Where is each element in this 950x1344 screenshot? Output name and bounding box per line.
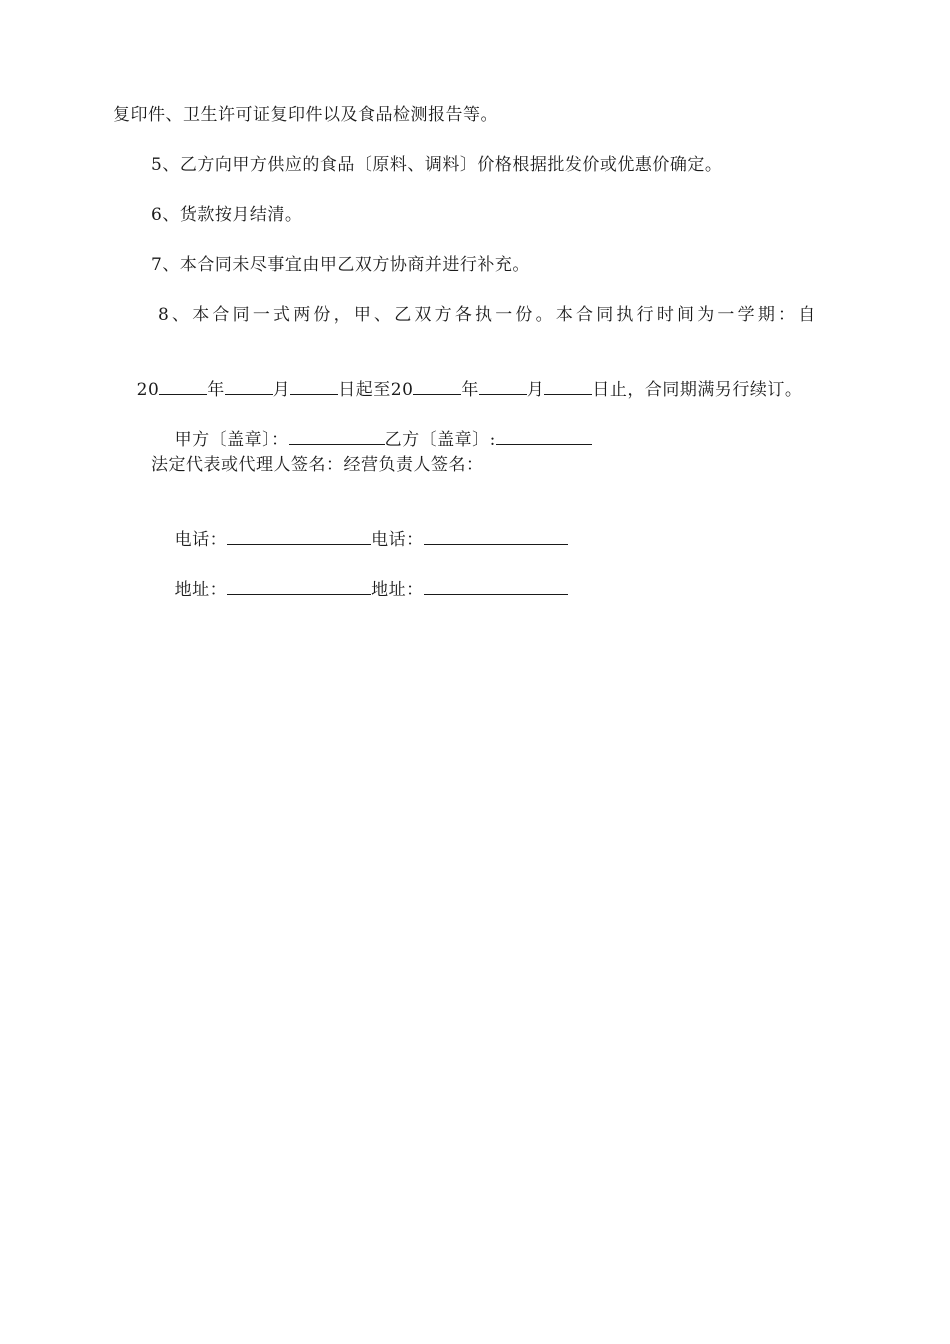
- clause-7: 7、本合同未尽事宜由甲乙双方协商并进行补充。: [151, 255, 530, 275]
- end-day-blank[interactable]: [544, 377, 592, 395]
- year-label-start: 年: [207, 380, 225, 400]
- day-label-start-to: 日起至20: [338, 380, 414, 400]
- party-b-seal-label: 乙方〔盖章〕:: [384, 430, 496, 450]
- clause-5: 5、乙方向甲方供应的食品〔原料、调料〕价格根据批发价或优惠价确定。: [151, 155, 723, 175]
- phone-a-label: 电话：: [174, 530, 228, 550]
- party-a-seal-label: 甲方〔盖章〕：: [174, 430, 289, 450]
- signature-line: 法定代表或代理人签名：经营负责人签名：: [151, 455, 484, 475]
- clause-8-line-1: 8、本合同一式两份，甲、乙双方各执一份。本合同执行时间为一学期：自: [158, 305, 819, 325]
- year-prefix-start: 20: [136, 380, 160, 400]
- party-b-seal-blank[interactable]: [496, 427, 592, 445]
- address-b-label: 地址：: [371, 580, 424, 600]
- start-day-blank[interactable]: [290, 377, 338, 395]
- end-year-blank[interactable]: [413, 377, 461, 395]
- phone-b-label: 电话：: [371, 530, 424, 550]
- address-b-blank[interactable]: [424, 577, 568, 595]
- party-a-seal-blank[interactable]: [289, 427, 385, 445]
- clause-6: 6、货款按月结清。: [151, 205, 303, 225]
- phone-b-blank[interactable]: [424, 527, 568, 545]
- start-month-blank[interactable]: [225, 377, 273, 395]
- end-month-blank[interactable]: [479, 377, 527, 395]
- address-line: [151, 553, 568, 626]
- day-label-end: 日止，合同期满另行续订。: [592, 380, 803, 400]
- address-a-label: 地址：: [174, 580, 228, 600]
- paragraph-continuation: 复印件、卫生许可证复印件以及食品检测报告等。: [113, 105, 498, 125]
- month-label-end: 月: [526, 380, 545, 400]
- month-label-start: 月: [272, 380, 291, 400]
- phone-a-blank[interactable]: [227, 527, 371, 545]
- year-label-end: 年: [461, 380, 479, 400]
- start-year-blank[interactable]: [159, 377, 207, 395]
- address-a-blank[interactable]: [227, 577, 371, 595]
